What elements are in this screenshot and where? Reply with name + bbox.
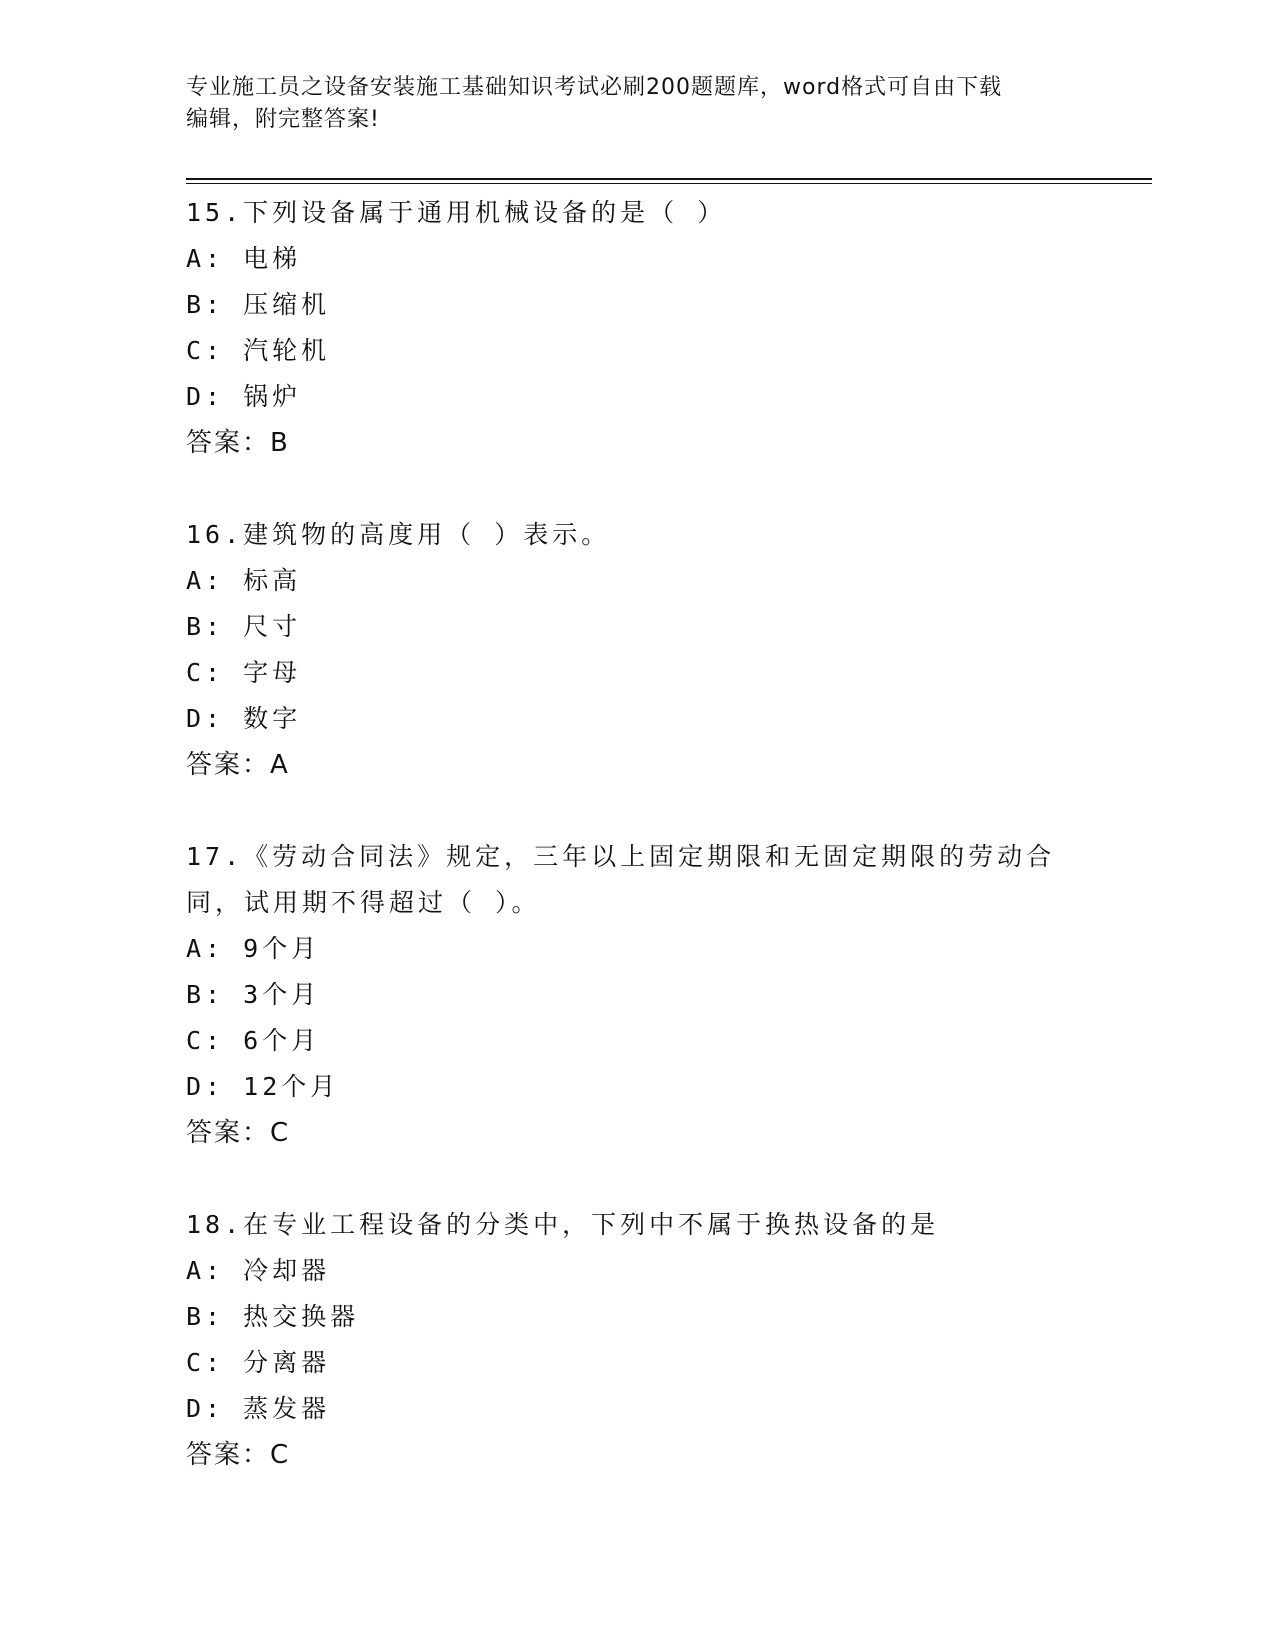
option-b: B: 压缩机 (186, 290, 331, 319)
option-d: D: 锅炉 (186, 382, 302, 411)
option-b: B: 热交换器 (186, 1302, 360, 1331)
header-line-1: 专业施工员之设备安装施工基础知识考试必刷200题题库，word格式可自由下载 (186, 75, 1003, 100)
answer-label: 答案：B (186, 428, 290, 458)
header-divider-thick (186, 178, 1152, 180)
option-c: C: 字母 (186, 658, 302, 687)
answer-label: 答案：C (186, 1440, 291, 1470)
question-item (186, 834, 1086, 1156)
option-b: B: 尺寸 (186, 612, 302, 641)
question-item (186, 1202, 1086, 1478)
document-header (186, 72, 1066, 136)
question-item (186, 512, 1086, 788)
option-c: C: 6个月 (186, 1026, 321, 1055)
option-d: D: 12个月 (186, 1072, 340, 1101)
option-c: C: 分离器 (186, 1348, 331, 1377)
option-b: B: 3个月 (186, 980, 321, 1009)
option-d: D: 数字 (186, 704, 302, 733)
header-divider-thin (186, 183, 1152, 184)
header-line-2: 编辑，附完整答案! (186, 107, 380, 132)
option-a: A: 电梯 (186, 244, 302, 273)
question-stem: 17.《劳动合同法》规定，三年以上固定期限和无固定期限的劳动合同，试用期不得超过（ ）。 (186, 842, 1056, 917)
option-a: A: 标高 (186, 566, 302, 595)
question-stem: 18.在专业工程设备的分类中，下列中不属于换热设备的是 (186, 1210, 940, 1239)
question-list (186, 190, 1086, 1524)
answer-label: 答案：C (186, 1118, 291, 1148)
option-a: A: 冷却器 (186, 1256, 331, 1285)
option-a: A: 9个月 (186, 934, 321, 963)
option-c: C: 汽轮机 (186, 336, 331, 365)
question-stem: 15.下列设备属于通用机械设备的是（ ） (186, 198, 727, 227)
question-item (186, 190, 1086, 466)
question-stem: 16.建筑物的高度用（ ）表示。 (186, 520, 611, 549)
answer-label: 答案：A (186, 750, 290, 780)
option-d: D: 蒸发器 (186, 1394, 331, 1423)
